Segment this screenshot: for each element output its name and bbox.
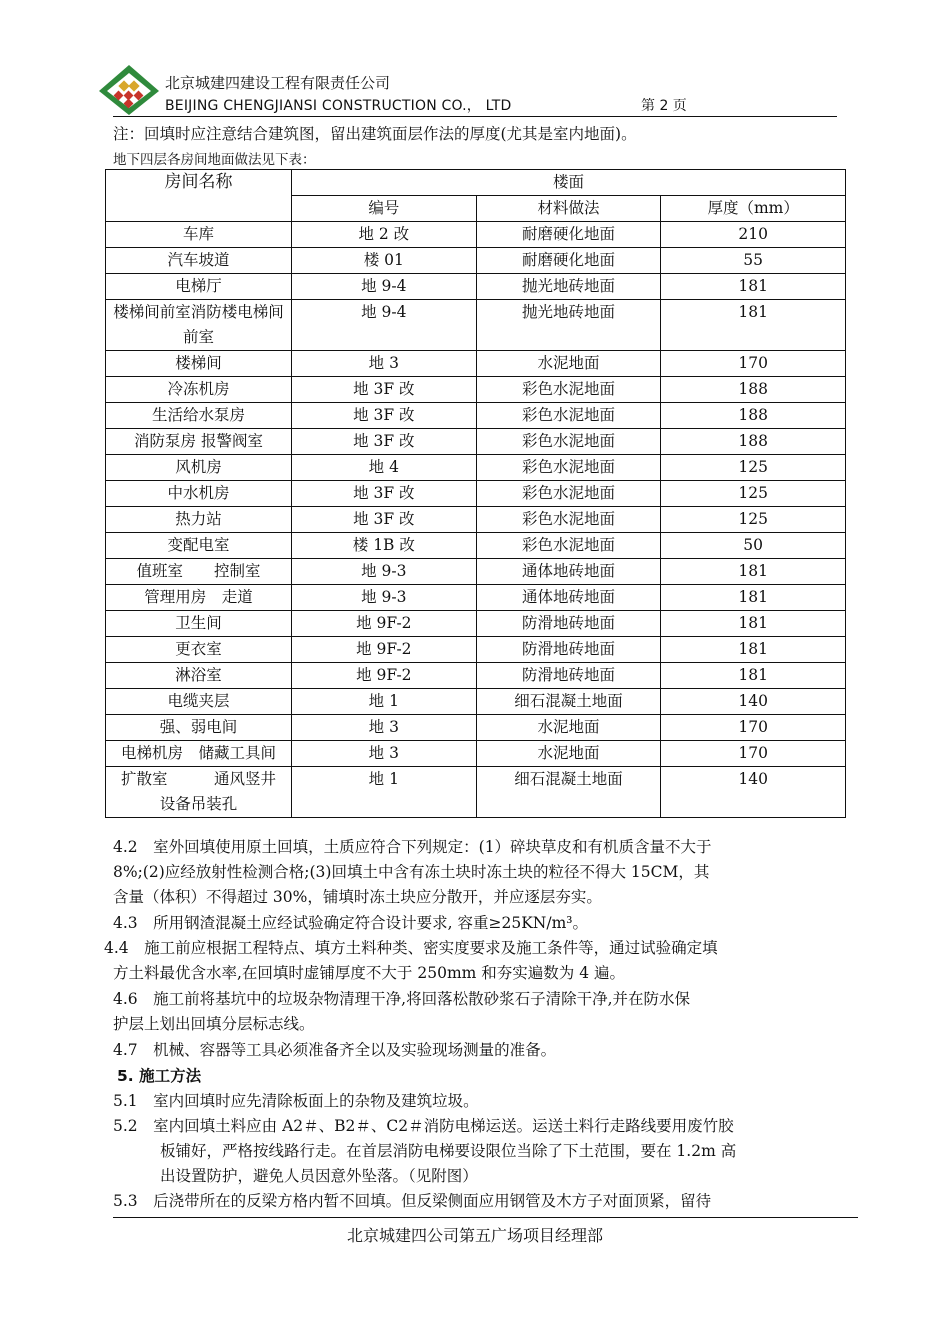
- table-row: [106, 767, 846, 818]
- thickness-cell: [661, 403, 846, 429]
- header-material: 材料做法: [476, 196, 661, 222]
- header-rule: [113, 116, 837, 117]
- table-intro: 地下四层各房间地面做法见下表：: [113, 152, 316, 168]
- para-4-2-line2: 8%;(2)应经放射性检测合格;(3)回填土中含有冻土块时冻土块的粒径不得大 15CM，其: [113, 863, 710, 881]
- room-name-cell: [106, 351, 292, 377]
- table-row: [106, 533, 846, 559]
- room-name-cell-text: 管理用房 走道: [144, 588, 253, 606]
- code-cell: [292, 377, 477, 403]
- room-name-cell: [106, 741, 292, 767]
- floor-finish-table: [105, 169, 846, 818]
- header-room-name: 房间名称: [106, 170, 292, 222]
- room-name-cell-text: 汽车坡道: [167, 251, 230, 269]
- thickness-cell-text: 55: [743, 251, 764, 269]
- para-4-6-line2: 护层上划出回填分层标志线。: [113, 1015, 315, 1033]
- material-cell-text: 防滑地砖地面: [521, 614, 615, 632]
- code-cell-text: 地 4: [368, 458, 399, 476]
- room-name-cell-text: 强、弱电间: [159, 718, 238, 736]
- company-name-en: BEIJING CHENGJIANSI CONSTRUCTION CO.， LTD: [165, 98, 512, 114]
- section-5-heading: 5. 施工方法: [117, 1067, 202, 1085]
- material-cell-text: 彩色水泥地面: [521, 458, 615, 476]
- thickness-cell-text: 140: [738, 770, 768, 788]
- room-name-cell-text: 卫生间: [175, 614, 222, 632]
- thickness-cell-text: 140: [738, 692, 768, 710]
- room-name-cell-text: 风机房: [175, 458, 222, 476]
- para-4-3: 4.3 所用钢渣混凝土应经试验确定符合设计要求, 容重≥25KN/m³。: [113, 914, 588, 932]
- material-cell: [476, 715, 661, 741]
- room-name-cell-text: 变配电室: [167, 536, 230, 554]
- thickness-cell: [661, 351, 846, 377]
- room-name-cell-text: 更衣室: [175, 640, 222, 658]
- room-name-cell-text: 值班室 控制室: [136, 562, 261, 580]
- room-name-cell: [106, 481, 292, 507]
- para-5-2-line1: 5.2 室内回填土料应由 A2＃、B2＃、C2＃消防电梯运送。运送土料行走路线要用废竹胶: [113, 1117, 734, 1135]
- thickness-cell-text: 170: [738, 718, 768, 736]
- table-row: [106, 222, 846, 248]
- thickness-cell-text: 188: [738, 432, 768, 450]
- code-cell-text: 地 3F 改: [353, 432, 415, 450]
- material-cell-text: 抛光地砖地面: [521, 303, 615, 321]
- thickness-cell: [661, 455, 846, 481]
- room-name-cell: [106, 585, 292, 611]
- material-cell: [476, 377, 661, 403]
- code-cell-text: 楼 01: [363, 251, 404, 269]
- thickness-cell-text: 188: [738, 380, 768, 398]
- code-cell-text: 地 3F 改: [353, 406, 415, 424]
- code-cell-text: 地 3F 改: [353, 380, 415, 398]
- room-name-cell-text: 电缆夹层: [167, 692, 230, 710]
- room-name-cell-text: 电梯厅: [175, 277, 222, 295]
- code-cell-text: 地 9-4: [361, 303, 407, 321]
- table-row: [106, 481, 846, 507]
- material-cell-text: 彩色水泥地面: [521, 432, 615, 450]
- table-row: [106, 611, 846, 637]
- room-name-cell: [106, 274, 292, 300]
- code-cell-text: 地 9F-2: [356, 666, 412, 684]
- thickness-cell: [661, 274, 846, 300]
- room-name-cell-text: 中水机房: [167, 484, 230, 502]
- material-cell-text: 彩色水泥地面: [521, 406, 615, 424]
- thickness-cell: [661, 637, 846, 663]
- code-cell-text: 地 1: [368, 770, 399, 788]
- material-cell: [476, 663, 661, 689]
- para-4-4-line1: 4.4 施工前应根据工程特点、填方土料种类、密实度要求及施工条件等，通过试验确定填: [104, 939, 718, 957]
- para-5-2-line2: 板铺好，严格按线路行走。在首层消防电梯要设限位当除了下土范围，要在 1.2m 高: [160, 1142, 737, 1160]
- code-cell: [292, 274, 477, 300]
- code-cell: [292, 715, 477, 741]
- code-cell-text: 地 2 改: [358, 225, 410, 243]
- thickness-cell: [661, 507, 846, 533]
- table-row: [106, 507, 846, 533]
- para-4-6-line1: 4.6 施工前将基坑中的垃圾杂物清理干净,将回落松散砂浆石子清除干净,并在防水保: [113, 990, 691, 1008]
- material-cell: [476, 689, 661, 715]
- footer-rule: [113, 1217, 858, 1218]
- material-cell: [476, 351, 661, 377]
- table-row: [106, 248, 846, 274]
- code-cell-text: 地 1: [368, 692, 399, 710]
- material-cell: [476, 274, 661, 300]
- material-cell: [476, 403, 661, 429]
- material-cell-text: 防滑地砖地面: [521, 666, 615, 684]
- thickness-cell: [661, 377, 846, 403]
- code-cell: [292, 585, 477, 611]
- material-cell: [476, 455, 661, 481]
- para-4-4-line2: 方土料最优含水率,在回填时虚铺厚度不大于 250mm 和夯实遍数为 4 遍。: [113, 964, 625, 982]
- material-cell-text: 抛光地砖地面: [521, 277, 615, 295]
- room-name-cell: [106, 248, 292, 274]
- code-cell: [292, 741, 477, 767]
- material-cell-text: 彩色水泥地面: [521, 510, 615, 528]
- material-cell-text: 彩色水泥地面: [521, 484, 615, 502]
- thickness-cell-text: 181: [738, 303, 768, 321]
- thickness-cell: [661, 248, 846, 274]
- thickness-cell: [661, 741, 846, 767]
- room-name-cell: [106, 429, 292, 455]
- code-cell: [292, 663, 477, 689]
- code-cell: [292, 611, 477, 637]
- room-name-cell-text: 扩散室 通风竖井 设备吊装孔: [120, 770, 292, 813]
- backfill-note: 注：回填时应注意结合建筑图，留出建筑面层作法的厚度(尤其是室内地面)。: [113, 125, 637, 143]
- table-header-row: [106, 170, 846, 196]
- code-cell-text: 楼 1B 改: [352, 536, 415, 554]
- code-cell-text: 地 9-3: [361, 562, 407, 580]
- thickness-cell: [661, 611, 846, 637]
- code-cell: [292, 455, 477, 481]
- room-name-cell: [106, 403, 292, 429]
- thickness-cell: [661, 689, 846, 715]
- material-cell: [476, 637, 661, 663]
- code-cell-text: 地 9-4: [361, 277, 407, 295]
- room-name-cell-text: 冷冻机房: [167, 380, 230, 398]
- table-row: [106, 585, 846, 611]
- thickness-cell: [661, 429, 846, 455]
- material-cell-text: 彩色水泥地面: [521, 536, 615, 554]
- table-row: [106, 300, 846, 351]
- header-thickness: 厚度（mm）: [661, 196, 846, 222]
- room-name-cell-text: 生活给水泵房: [151, 406, 245, 424]
- material-cell: [476, 559, 661, 585]
- code-cell: [292, 689, 477, 715]
- table-row: [106, 377, 846, 403]
- material-cell-text: 通体地砖地面: [521, 562, 615, 580]
- room-name-cell-text: 车库: [182, 225, 214, 243]
- thickness-cell: [661, 715, 846, 741]
- material-cell: [476, 585, 661, 611]
- code-cell-text: 地 9-3: [361, 588, 407, 606]
- table-row: [106, 274, 846, 300]
- code-cell: [292, 481, 477, 507]
- material-cell-text: 水泥地面: [537, 744, 600, 762]
- para-5-1: 5.1 室内回填时应先清除板面上的杂物及建筑垃圾。: [113, 1092, 479, 1110]
- thickness-cell: [661, 585, 846, 611]
- code-cell: [292, 300, 477, 351]
- code-cell: [292, 507, 477, 533]
- table-row: [106, 689, 846, 715]
- thickness-cell: [661, 533, 846, 559]
- material-cell: [476, 300, 661, 351]
- room-name-cell: [106, 689, 292, 715]
- thickness-cell-text: 125: [738, 458, 768, 476]
- thickness-cell: [661, 300, 846, 351]
- thickness-cell: [661, 559, 846, 585]
- thickness-cell-text: 181: [738, 277, 768, 295]
- material-cell-text: 水泥地面: [537, 718, 600, 736]
- material-cell-text: 彩色水泥地面: [521, 380, 615, 398]
- material-cell-text: 耐磨硬化地面: [521, 251, 615, 269]
- table-row: [106, 559, 846, 585]
- table-row: [106, 351, 846, 377]
- header-floor-group: 楼面: [292, 170, 846, 196]
- code-cell: [292, 533, 477, 559]
- room-name-cell: [106, 455, 292, 481]
- material-cell-text: 防滑地砖地面: [521, 640, 615, 658]
- material-cell: [476, 767, 661, 818]
- room-name-cell: [106, 559, 292, 585]
- material-cell-text: 通体地砖地面: [521, 588, 615, 606]
- room-name-cell-text: 消防泵房 报警阀室: [134, 432, 263, 450]
- thickness-cell-text: 125: [738, 484, 768, 502]
- footer-text: 北京城建四公司第五广场项目经理部: [346, 1226, 603, 1245]
- material-cell: [476, 611, 661, 637]
- room-name-cell: [106, 663, 292, 689]
- material-cell: [476, 429, 661, 455]
- room-name-cell: [106, 507, 292, 533]
- code-cell-text: 地 3: [368, 744, 399, 762]
- para-4-2-line3: 含量（体积）不得超过 30%，铺填时冻土块应分散开，并应逐层夯实。: [113, 888, 602, 906]
- code-cell: [292, 559, 477, 585]
- thickness-cell-text: 181: [738, 588, 768, 606]
- room-name-cell: [106, 767, 292, 818]
- table-row: [106, 429, 846, 455]
- table-row: [106, 663, 846, 689]
- room-name-cell: [106, 222, 292, 248]
- table-row: [106, 741, 846, 767]
- thickness-cell: [661, 663, 846, 689]
- para-5-3: 5.3 后浇带所在的反梁方格内暂不回填。但反梁侧面应用钢管及木方子对面顶紧，留待: [113, 1192, 712, 1210]
- thickness-cell-text: 181: [738, 666, 768, 684]
- code-cell: [292, 222, 477, 248]
- code-cell-text: 地 9F-2: [356, 614, 412, 632]
- table-row: [106, 637, 846, 663]
- thickness-cell-text: 188: [738, 406, 768, 424]
- thickness-cell-text: 181: [738, 614, 768, 632]
- code-cell: [292, 429, 477, 455]
- material-cell: [476, 481, 661, 507]
- material-cell-text: 耐磨硬化地面: [521, 225, 615, 243]
- page-number: 第 2 页: [641, 98, 687, 114]
- code-cell: [292, 403, 477, 429]
- thickness-cell-text: 181: [738, 640, 768, 658]
- thickness-cell: [661, 767, 846, 818]
- room-name-cell: [106, 715, 292, 741]
- code-cell-text: 地 3F 改: [353, 510, 415, 528]
- para-4-7: 4.7 机械、容器等工具必须准备齐全以及实验现场测量的准备。: [113, 1041, 557, 1059]
- material-cell: [476, 222, 661, 248]
- thickness-cell-text: 125: [738, 510, 768, 528]
- table-row: [106, 715, 846, 741]
- room-name-cell-text: 楼梯间前室消防楼电梯间前室: [113, 303, 284, 346]
- table-row: [106, 455, 846, 481]
- code-cell: [292, 351, 477, 377]
- code-cell: [292, 248, 477, 274]
- thickness-cell-text: 170: [738, 354, 768, 372]
- room-name-cell-text: 楼梯间: [175, 354, 222, 372]
- thickness-cell-text: 50: [743, 536, 764, 554]
- thickness-cell-text: 170: [738, 744, 768, 762]
- code-cell: [292, 637, 477, 663]
- para-5-2-line3: 出设置防护，避免人员因意外坠落。（见附图）: [160, 1167, 478, 1185]
- company-logo-icon: [98, 64, 160, 116]
- material-cell: [476, 741, 661, 767]
- code-cell-text: 地 3F 改: [353, 484, 415, 502]
- para-4-2-line1: 4.2 室外回填使用原土回填，土质应符合下列规定：(1）碎块草皮和有机质含量不大于: [113, 838, 712, 856]
- room-name-cell: [106, 377, 292, 403]
- thickness-cell: [661, 222, 846, 248]
- thickness-cell-text: 210: [738, 225, 768, 243]
- material-cell: [476, 507, 661, 533]
- material-cell: [476, 248, 661, 274]
- room-name-cell: [106, 300, 292, 351]
- room-name-cell: [106, 611, 292, 637]
- room-name-cell: [106, 533, 292, 559]
- header-code: 编号: [292, 196, 477, 222]
- company-name-cn: 北京城建四建设工程有限责任公司: [165, 74, 391, 92]
- thickness-cell-text: 181: [738, 562, 768, 580]
- material-cell-text: 细石混凝土地面: [514, 692, 623, 710]
- code-cell-text: 地 3: [368, 354, 399, 372]
- thickness-cell: [661, 481, 846, 507]
- code-cell: [292, 767, 477, 818]
- room-name-cell: [106, 637, 292, 663]
- room-name-cell-text: 淋浴室: [175, 666, 222, 684]
- material-cell-text: 水泥地面: [537, 354, 600, 372]
- code-cell-text: 地 3: [368, 718, 399, 736]
- room-name-cell-text: 热力站: [175, 510, 222, 528]
- material-cell-text: 细石混凝土地面: [514, 770, 623, 788]
- table-row: [106, 403, 846, 429]
- code-cell-text: 地 9F-2: [356, 640, 412, 658]
- room-name-cell-text: 电梯机房 储藏工具间: [120, 744, 276, 762]
- material-cell: [476, 533, 661, 559]
